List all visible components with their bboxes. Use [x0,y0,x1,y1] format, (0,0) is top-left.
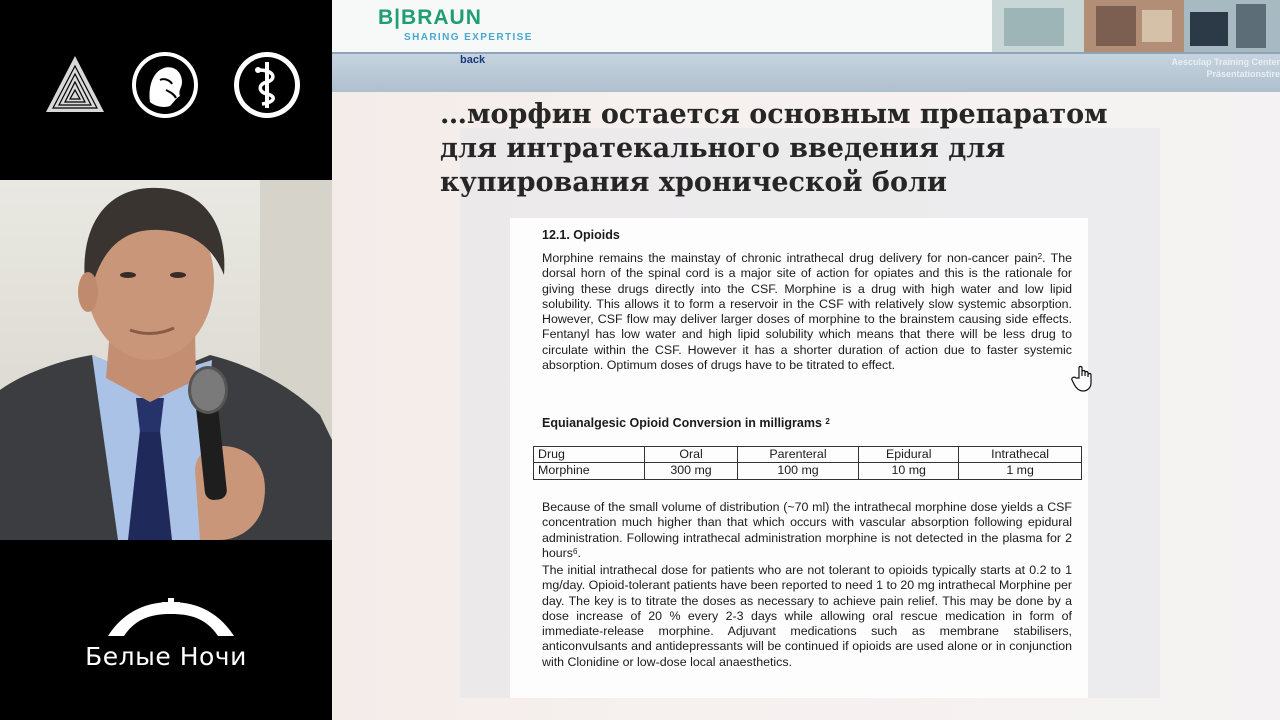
para1-superscript: 2 [1037,252,1043,261]
event-branding [0,598,332,678]
left-panel [0,0,332,720]
slide-title: …морфин остается основным препаратом для интратекального введения для купирования хронической боли [440,99,1108,198]
table-cell: Morphine [534,463,645,479]
table-heading-superscript: 2 [825,417,830,426]
pyramid-logo-icon [40,50,110,120]
slide-header [332,0,1280,56]
table-cell: 100 mg [737,463,858,479]
para2-text-a: Because of the small volume of distribution (~70 ml) the intrathecal morphine dose yields a CSF concentration much higher than that which occurs with vascular absorption following epidural administration. Following intrathecal administration morphine is not detected in the plasma for 2 hours [542,500,1072,560]
hand-cursor-icon [1071,364,1095,392]
table-cell: 1 mg [959,463,1082,479]
table-header-cell: Drug [534,447,645,463]
document-excerpt [510,218,1088,698]
aesculap-line-1: Aesculap Training Center [1171,57,1280,67]
back-link[interactable]: back [460,54,486,66]
table-heading-text: Equianalgesic Opioid Conversion in milligrams [542,416,826,430]
para2-superscript: 6 [573,546,578,556]
table-header-cell: Intrathecal [959,447,1082,463]
table-row [534,463,1082,479]
paragraph-initial-dose: The initial intrathecal dose for patients who are not tolerant to opioids typically starts at 0.2 to 1 mg/day. Opioid-tolerant patients have been reported to need 1 to 20 mg intrathecal Morphine per day. The key is to titrate the doses as necessary to achieve pain relief. This may be done by a dose increase of 20 % every 2-3 days while allowing oral rescue medication in form of immediate-release morphine. Adjuvant medications such as membrane stabilisers, anticonvulsants and antidepressants will be continued if opioids are used alone or in conjunction with Clonidine or low-dose local anaesthetics. [542,563,1072,669]
header-photo-strip [992,0,1280,52]
para1-text-a: Morphine remains the mainstay of chronic intrathecal drug delivery for non-cancer pain [542,251,1038,265]
event-name: Белые Ночи [85,642,247,671]
paragraph-volume-distribution [542,500,1072,561]
bbraun-logo: B|BRAUN [378,6,482,29]
paragraph-opioids [542,251,1072,373]
speaker-video [0,180,332,540]
speaker-figure [0,180,332,540]
table-header-cell: Parenteral [737,447,858,463]
para1-text-b: . The dorsal horn of the spinal cord is a major site of action for opiates and this is the rationale for giving these drugs directly into the CSF. Morphine is a drug with high water and low lipid solubility. This allows it to form a reservoir in the CSF with relatively slow systemic absorption. However, CSF flow may deliver larger doses of morphine to the brainstem causing side effects. Fentanyl has low water and high lipid solubility which means that there will be less drug to circulate within the CSF. However it has a shorter duration of action due to faster systemic absorption. Optimum doses of drugs have to be titrated to effect. [542,251,1072,373]
para2-text-b: . [577,545,581,560]
table-header-cell: Epidural [859,447,959,463]
portrait-medallion-icon [130,50,200,120]
caduceus-icon [232,50,302,120]
table-heading [542,416,830,431]
table-header-cell: Oral [645,447,737,463]
bbraun-tagline: SHARING EXPERTISE [404,32,533,43]
table-header-row [534,447,1082,463]
aesculap-header-text [1171,56,1280,80]
conversion-table [533,446,1082,480]
aesculap-line-2: Präsentationstire [1206,69,1280,79]
table-cell: 300 mg [645,463,737,479]
table-cell: 10 mg [859,463,959,479]
section-heading: 12.1. Opioids [542,228,620,242]
logo-row [40,50,310,120]
arch-logo-icon [106,598,236,638]
presentation-slide [332,0,1280,720]
